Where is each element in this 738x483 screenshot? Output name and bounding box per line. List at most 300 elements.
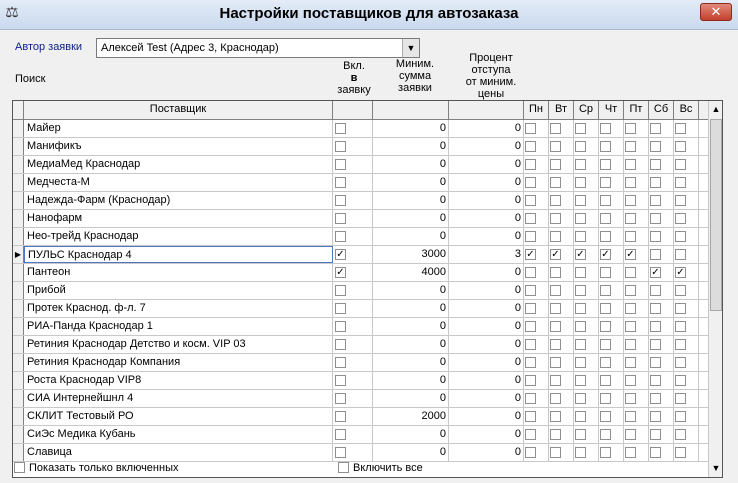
min-sum-cell[interactable]: 0 (373, 210, 449, 227)
min-sum-column-header[interactable] (373, 101, 449, 119)
day-checkbox-sun[interactable] (675, 213, 686, 224)
day-checkbox-fri[interactable] (625, 123, 636, 134)
day-cell-wed (574, 192, 599, 209)
table-row[interactable] (13, 264, 708, 282)
supplier-name-cell[interactable]: Протек Краснод. ф-л. 7 (24, 300, 333, 317)
day-header-wed[interactable]: Ср (574, 101, 599, 119)
supplier-name-cell[interactable]: СиЭс Медика Кубань (24, 426, 333, 443)
day-cell-sat (649, 120, 674, 137)
day-checkbox-mon[interactable] (525, 213, 536, 224)
day-checkbox-fri[interactable] (625, 357, 636, 368)
day-checkbox-sat[interactable] (650, 177, 661, 188)
day-checkbox-mon[interactable] (525, 141, 536, 152)
percent-column-header[interactable] (449, 101, 524, 119)
enabled-checkbox[interactable] (335, 177, 346, 188)
day-checkbox-sun[interactable] (675, 123, 686, 134)
day-cell-fri (624, 282, 649, 299)
day-checkbox-tue[interactable] (550, 393, 561, 404)
enabled-checkbox[interactable] (335, 411, 346, 422)
min-sum-cell[interactable]: 0 (373, 300, 449, 317)
row-indicator[interactable] (13, 210, 24, 227)
day-checkbox-sun[interactable] (675, 411, 686, 422)
day-checkbox-thu[interactable] (600, 429, 611, 440)
day-checkbox-wed[interactable] (575, 141, 586, 152)
day-checkbox-fri[interactable]: ✓ (626, 249, 635, 260)
table-row[interactable] (13, 138, 708, 156)
min-sum-cell[interactable]: 0 (373, 120, 449, 137)
enabled-checkbox[interactable] (335, 285, 346, 296)
enabled-cell (333, 444, 373, 461)
checkbox-box[interactable] (338, 462, 349, 473)
percent-cell[interactable]: 0 (449, 426, 524, 443)
day-checkbox-thu[interactable] (600, 123, 611, 134)
day-checkbox-mon[interactable] (525, 429, 536, 440)
table-row[interactable] (13, 300, 708, 318)
day-checkbox-thu[interactable] (600, 411, 611, 422)
day-cell-fri (624, 192, 649, 209)
day-checkbox-sat[interactable] (650, 123, 661, 134)
row-indicator[interactable] (13, 282, 24, 299)
day-checkbox-thu[interactable] (600, 303, 611, 314)
enabled-checkbox[interactable] (335, 447, 346, 458)
row-indicator[interactable] (13, 120, 24, 137)
min-sum-cell[interactable]: 4000 (373, 264, 449, 281)
table-row[interactable] (13, 246, 708, 264)
checkbox-box[interactable] (14, 462, 25, 473)
enabled-column-header[interactable] (333, 101, 373, 119)
day-cell-mon (524, 156, 549, 173)
min-sum-cell[interactable]: 0 (373, 372, 449, 389)
min-sum-cell[interactable]: 0 (373, 156, 449, 173)
min-sum-cell[interactable]: 0 (373, 138, 449, 155)
day-checkbox-sat[interactable] (650, 195, 661, 206)
day-checkbox-mon[interactable]: ✓ (526, 249, 535, 260)
day-checkbox-thu[interactable] (600, 177, 611, 188)
table-row[interactable] (13, 426, 708, 444)
enabled-checkbox[interactable] (335, 393, 346, 404)
percent-cell[interactable]: 0 (449, 318, 524, 335)
supplier-name-cell[interactable]: МедиаМед Краснодар (24, 156, 333, 173)
table-row[interactable] (13, 318, 708, 336)
day-checkbox-thu[interactable] (600, 141, 611, 152)
day-checkbox-thu[interactable] (600, 393, 611, 404)
day-checkbox-thu[interactable] (600, 321, 611, 332)
enabled-caption-line: заявку (337, 84, 371, 96)
day-cell-sat (649, 318, 674, 335)
day-checkbox-sun[interactable] (675, 141, 686, 152)
table-row[interactable] (13, 282, 708, 300)
day-cell-sun (674, 300, 699, 317)
row-indicator[interactable] (13, 426, 24, 443)
day-checkbox-sat[interactable] (650, 213, 661, 224)
day-checkbox-wed[interactable] (575, 429, 586, 440)
row-indicator[interactable] (13, 156, 24, 173)
enabled-checkbox[interactable] (335, 375, 346, 386)
supplier-name-cell[interactable]: Манификъ (24, 138, 333, 155)
percent-caption-line: отступа (471, 64, 511, 76)
percent-cell[interactable]: 0 (449, 174, 524, 191)
scroll-up-icon[interactable]: ▲ (709, 101, 723, 118)
day-checkbox-mon[interactable] (525, 447, 536, 458)
day-checkbox-tue[interactable] (550, 213, 561, 224)
supplier-name-cell[interactable]: Славица (24, 444, 333, 461)
search-label: Поиск (15, 73, 46, 85)
day-checkbox-thu[interactable] (600, 195, 611, 206)
enabled-checkbox[interactable] (335, 159, 346, 170)
table-row[interactable] (13, 210, 708, 228)
day-checkbox-sun[interactable] (675, 321, 686, 332)
enabled-checkbox[interactable] (335, 429, 346, 440)
supplier-name-cell[interactable]: Надежда-Фарм (Краснодар) (24, 192, 333, 209)
day-checkbox-tue[interactable] (550, 285, 561, 296)
supplier-name-cell[interactable]: СКЛИТ Тестовый РО (24, 408, 333, 425)
day-checkbox-wed[interactable] (575, 267, 586, 278)
day-checkbox-tue[interactable] (550, 321, 561, 332)
table-row[interactable] (13, 228, 708, 246)
day-checkbox-tue[interactable] (550, 339, 561, 350)
day-checkbox-fri[interactable] (625, 267, 636, 278)
table-row[interactable] (13, 372, 708, 390)
day-checkbox-thu[interactable]: ✓ (601, 249, 610, 260)
day-checkbox-thu[interactable] (600, 213, 611, 224)
supplier-name-cell[interactable]: Медчеста-М (24, 174, 333, 191)
day-cell-mon (524, 138, 549, 155)
day-cell-sat (649, 156, 674, 173)
day-checkbox-tue[interactable] (550, 357, 561, 368)
day-checkbox-fri[interactable] (625, 375, 636, 386)
min-sum-cell[interactable]: 0 (373, 426, 449, 443)
day-checkbox-fri[interactable] (625, 231, 636, 242)
suppliers-grid[interactable] (12, 100, 723, 478)
percent-cell[interactable]: 0 (449, 138, 524, 155)
day-header-fri[interactable]: Пт (624, 101, 649, 119)
day-checkbox-sat[interactable] (650, 141, 661, 152)
supplier-name-cell[interactable]: Нанофарм (24, 210, 333, 227)
day-cell-tue (549, 408, 574, 425)
day-checkbox-tue[interactable] (550, 159, 561, 170)
day-checkbox-sun[interactable]: ✓ (676, 267, 685, 278)
day-checkbox-tue[interactable] (550, 375, 561, 386)
row-indicator[interactable] (13, 354, 24, 371)
day-checkbox-sat[interactable] (650, 249, 661, 260)
percent-cell[interactable]: 0 (449, 264, 524, 281)
day-checkbox-sat[interactable] (650, 339, 661, 350)
row-indicator[interactable] (13, 300, 24, 317)
min-sum-cell[interactable]: 0 (373, 282, 449, 299)
day-checkbox-mon[interactable] (525, 159, 536, 170)
table-row[interactable] (13, 174, 708, 192)
author-combobox[interactable] (96, 38, 420, 58)
day-checkbox-sun[interactable] (675, 159, 686, 170)
day-checkbox-thu[interactable] (600, 267, 611, 278)
day-checkbox-fri[interactable] (625, 447, 636, 458)
day-checkbox-tue[interactable] (550, 123, 561, 134)
close-button[interactable]: ✕ (700, 3, 732, 21)
row-indicator[interactable] (13, 318, 24, 335)
enabled-checkbox[interactable] (335, 213, 346, 224)
day-checkbox-wed[interactable] (575, 213, 586, 224)
percent-cell[interactable]: 0 (449, 444, 524, 461)
supplier-name-cell[interactable]: РИА-Панда Краснодар 1 (24, 318, 333, 335)
day-checkbox-wed[interactable] (575, 375, 586, 386)
day-checkbox-sat[interactable] (650, 411, 661, 422)
table-row[interactable] (13, 354, 708, 372)
day-checkbox-mon[interactable] (525, 195, 536, 206)
day-checkbox-sat[interactable] (650, 447, 661, 458)
day-checkbox-sat[interactable] (650, 375, 661, 386)
supplier-name-cell[interactable]: Нео-трейд Краснодар (24, 228, 333, 245)
percent-caption-line: цены (477, 88, 505, 100)
day-checkbox-mon[interactable] (525, 375, 536, 386)
title-bar (0, 0, 738, 30)
day-checkbox-fri[interactable] (625, 321, 636, 332)
percent-cell[interactable]: 0 (449, 210, 524, 227)
supplier-column-header[interactable]: Поставщик (24, 101, 333, 119)
day-checkbox-fri[interactable] (625, 429, 636, 440)
table-row[interactable] (13, 408, 708, 426)
day-checkbox-mon[interactable] (525, 267, 536, 278)
supplier-name-cell[interactable]: ПУЛЬС Краснодар 4 (24, 246, 333, 263)
min-sum-cell[interactable]: 2000 (373, 408, 449, 425)
day-checkbox-mon[interactable] (525, 357, 536, 368)
enabled-checkbox[interactable] (335, 195, 346, 206)
day-cell-mon (524, 444, 549, 461)
percent-cell[interactable]: 0 (449, 372, 524, 389)
day-checkbox-sat[interactable] (650, 231, 661, 242)
table-row[interactable] (13, 192, 708, 210)
day-checkbox-thu[interactable] (600, 285, 611, 296)
percent-cell[interactable]: 0 (449, 156, 524, 173)
day-checkbox-sun[interactable] (675, 393, 686, 404)
day-checkbox-wed[interactable] (575, 393, 586, 404)
percent-cell[interactable]: 0 (449, 354, 524, 371)
day-checkbox-mon[interactable] (525, 123, 536, 134)
day-checkbox-fri[interactable] (625, 393, 636, 404)
day-checkbox-thu[interactable] (600, 447, 611, 458)
day-checkbox-fri[interactable] (625, 213, 636, 224)
day-header-mon[interactable]: Пн (524, 101, 549, 119)
day-checkbox-wed[interactable]: ✓ (576, 249, 585, 260)
day-header-sun[interactable]: Вс (674, 101, 699, 119)
day-checkbox-sat[interactable] (650, 159, 661, 170)
day-checkbox-sat[interactable] (650, 321, 661, 332)
day-checkbox-sun[interactable] (675, 177, 686, 188)
day-cell-thu (599, 138, 624, 155)
min-sum-cell[interactable]: 0 (373, 354, 449, 371)
row-indicator[interactable] (13, 192, 24, 209)
enabled-checkbox[interactable] (335, 141, 346, 152)
day-cell-sun (674, 264, 699, 281)
day-checkbox-wed[interactable] (575, 231, 586, 242)
day-header-tue[interactable]: Вт (549, 101, 574, 119)
enabled-checkbox[interactable] (335, 303, 346, 314)
day-checkbox-thu[interactable] (600, 159, 611, 170)
percent-cell[interactable]: 0 (449, 390, 524, 407)
day-checkbox-sat[interactable] (650, 357, 661, 368)
day-cell-mon (524, 318, 549, 335)
day-checkbox-wed[interactable] (575, 447, 586, 458)
min-sum-cell[interactable]: 0 (373, 228, 449, 245)
day-checkbox-sun[interactable] (675, 195, 686, 206)
day-checkbox-tue[interactable] (550, 141, 561, 152)
min-sum-cell[interactable]: 0 (373, 444, 449, 461)
table-row[interactable] (13, 390, 708, 408)
day-checkbox-tue[interactable] (550, 231, 561, 242)
day-checkbox-mon[interactable] (525, 339, 536, 350)
day-checkbox-wed[interactable] (575, 321, 586, 332)
day-header-sat[interactable]: Сб (649, 101, 674, 119)
supplier-name-cell[interactable]: Ретиния Краснодар Компания (24, 354, 333, 371)
day-checkbox-mon[interactable] (525, 231, 536, 242)
day-checkbox-tue[interactable] (550, 411, 561, 422)
day-checkbox-sun[interactable] (675, 231, 686, 242)
day-checkbox-fri[interactable] (625, 303, 636, 314)
day-cell-fri (624, 210, 649, 227)
day-checkbox-fri[interactable] (625, 339, 636, 350)
day-checkbox-sat[interactable] (650, 393, 661, 404)
day-checkbox-mon[interactable] (525, 393, 536, 404)
day-checkbox-sun[interactable] (675, 447, 686, 458)
day-checkbox-wed[interactable] (575, 285, 586, 296)
min-sum-cell[interactable]: 0 (373, 318, 449, 335)
day-checkbox-mon[interactable] (525, 303, 536, 314)
supplier-name-cell[interactable]: Майер (24, 120, 333, 137)
day-checkbox-wed[interactable] (575, 159, 586, 170)
day-checkbox-fri[interactable] (625, 141, 636, 152)
day-cell-mon (524, 246, 549, 263)
supplier-name-cell[interactable]: Прибой (24, 282, 333, 299)
day-checkbox-wed[interactable] (575, 303, 586, 314)
day-checkbox-sun[interactable] (675, 303, 686, 314)
day-checkbox-mon[interactable] (525, 177, 536, 188)
day-checkbox-fri[interactable] (625, 411, 636, 422)
row-indicator[interactable] (13, 174, 24, 191)
author-label: Автор заявки (15, 41, 83, 53)
percent-cell[interactable]: 0 (449, 336, 524, 353)
percent-cell[interactable]: 0 (449, 192, 524, 209)
percent-cell[interactable]: 0 (449, 120, 524, 137)
day-checkbox-sat[interactable] (650, 303, 661, 314)
day-checkbox-wed[interactable] (575, 411, 586, 422)
day-checkbox-sat[interactable] (650, 429, 661, 440)
table-row[interactable] (13, 336, 708, 354)
enabled-checkbox[interactable]: ✓ (336, 249, 345, 260)
day-checkbox-tue[interactable]: ✓ (551, 249, 560, 260)
day-checkbox-mon[interactable] (525, 321, 536, 332)
day-checkbox-sun[interactable] (675, 429, 686, 440)
min-sum-cell[interactable]: 0 (373, 174, 449, 191)
day-cell-sat (649, 300, 674, 317)
enabled-checkbox[interactable] (335, 339, 346, 350)
day-checkbox-wed[interactable] (575, 195, 586, 206)
day-checkbox-wed[interactable] (575, 177, 586, 188)
day-checkbox-mon[interactable] (525, 411, 536, 422)
row-indicator[interactable] (13, 228, 24, 245)
day-checkbox-sun[interactable] (675, 249, 686, 260)
day-cell-wed (574, 372, 599, 389)
day-checkbox-mon[interactable] (525, 285, 536, 296)
enable-all-checkbox[interactable] (338, 462, 423, 474)
enabled-checkbox[interactable] (335, 357, 346, 368)
scroll-down-icon[interactable]: ▼ (709, 460, 723, 477)
day-cell-tue (549, 120, 574, 137)
day-checkbox-sat[interactable]: ✓ (651, 267, 660, 278)
day-checkbox-thu[interactable] (600, 339, 611, 350)
day-checkbox-wed[interactable] (575, 357, 586, 368)
min-sum-cell[interactable]: 0 (373, 390, 449, 407)
current-row-marker[interactable]: ▶ (13, 246, 24, 263)
day-header-thu[interactable]: Чт (599, 101, 624, 119)
enabled-checkbox[interactable]: ✓ (336, 267, 345, 278)
day-checkbox-tue[interactable] (550, 447, 561, 458)
day-checkbox-tue[interactable] (550, 429, 561, 440)
day-checkbox-tue[interactable] (550, 177, 561, 188)
day-cell-thu (599, 336, 624, 353)
day-checkbox-fri[interactable] (625, 159, 636, 170)
row-indicator[interactable] (13, 138, 24, 155)
day-checkbox-sun[interactable] (675, 339, 686, 350)
percent-cell[interactable]: 0 (449, 282, 524, 299)
day-checkbox-sun[interactable] (675, 285, 686, 296)
min-sum-cell[interactable]: 3000 (373, 246, 449, 263)
day-checkbox-wed[interactable] (575, 123, 586, 134)
show-only-enabled-checkbox[interactable] (14, 462, 178, 474)
row-indicator[interactable] (13, 390, 24, 407)
row-indicator[interactable] (13, 264, 24, 281)
day-checkbox-sun[interactable] (675, 357, 686, 368)
day-cell-wed (574, 210, 599, 227)
vertical-scrollbar[interactable] (708, 101, 723, 477)
day-checkbox-tue[interactable] (550, 267, 561, 278)
scrollbar-thumb[interactable] (710, 119, 722, 311)
min-sum-cell[interactable]: 0 (373, 336, 449, 353)
day-checkbox-fri[interactable] (625, 195, 636, 206)
table-row[interactable] (13, 444, 708, 462)
percent-cell[interactable]: 0 (449, 300, 524, 317)
day-checkbox-thu[interactable] (600, 357, 611, 368)
supplier-name-cell[interactable]: Роста Краснодар VIP8 (24, 372, 333, 389)
enabled-checkbox[interactable] (335, 123, 346, 134)
day-cell-fri (624, 390, 649, 407)
min-sum-cell[interactable]: 0 (373, 192, 449, 209)
row-indicator[interactable] (13, 336, 24, 353)
day-checkbox-wed[interactable] (575, 339, 586, 350)
percent-cell[interactable]: 3 (449, 246, 524, 263)
day-checkbox-thu[interactable] (600, 375, 611, 386)
day-checkbox-sun[interactable] (675, 375, 686, 386)
day-checkbox-tue[interactable] (550, 195, 561, 206)
supplier-name-cell[interactable]: Ретиния Краснодар Детство и косм. VIP 03 (24, 336, 333, 353)
table-row[interactable] (13, 156, 708, 174)
row-indicator[interactable] (13, 444, 24, 461)
enabled-checkbox[interactable] (335, 321, 346, 332)
supplier-name-cell[interactable]: СИА Интернейшнл 4 (24, 390, 333, 407)
row-indicator[interactable] (13, 372, 24, 389)
percent-cell[interactable]: 0 (449, 228, 524, 245)
row-indicator[interactable] (13, 408, 24, 425)
day-checkbox-tue[interactable] (550, 303, 561, 314)
day-checkbox-fri[interactable] (625, 177, 636, 188)
supplier-name-cell[interactable]: Пантеон (24, 264, 333, 281)
day-checkbox-thu[interactable] (600, 231, 611, 242)
day-checkbox-fri[interactable] (625, 285, 636, 296)
day-cell-tue (549, 228, 574, 245)
day-checkbox-sat[interactable] (650, 285, 661, 296)
enabled-checkbox[interactable] (335, 231, 346, 242)
chevron-down-icon[interactable]: ▼ (402, 39, 419, 57)
percent-cell[interactable]: 0 (449, 408, 524, 425)
table-row[interactable] (13, 120, 708, 138)
